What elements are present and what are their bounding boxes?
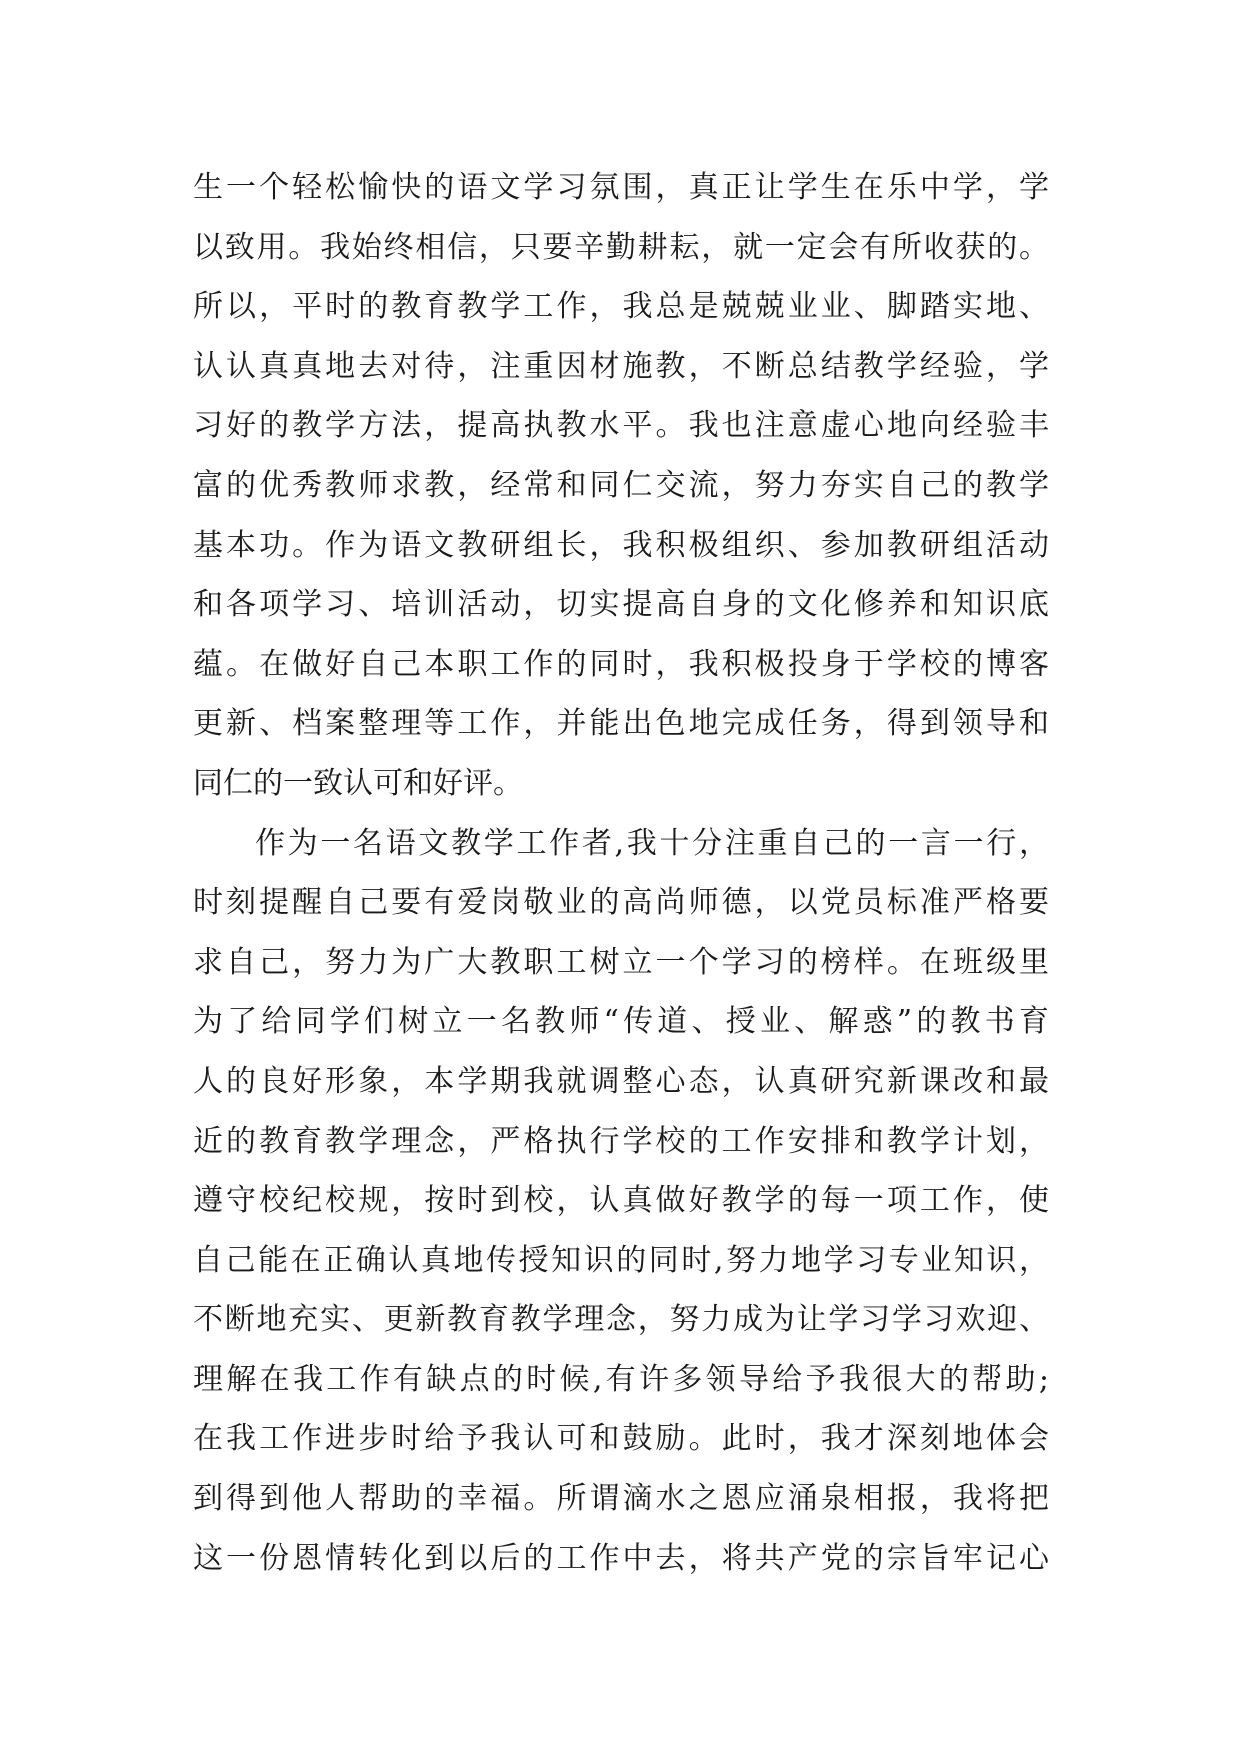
text-line: 蕴。在做好自己本职工作的同时，我积极投身于学校的博客	[193, 646, 1049, 682]
text-line: 生一个轻松愉快的语文学习氛围，真正让学生在乐中学，学	[193, 170, 1049, 205]
paragraph-2	[193, 814, 1049, 1589]
text-line: 不断地充实、更新教育教学理念，努力成为让学习学习欢迎、	[193, 1302, 1049, 1338]
text-line: 自己能在正确认真地传授知识的同时,努力地学习专业知识，	[193, 1242, 1049, 1278]
text-line: 到得到他人帮助的幸福。所谓滴水之恩应涌泉相报，我将把	[193, 1481, 1049, 1517]
text-line: 理解在我工作有缺点的时候,有许多领导给予我很大的帮助;	[193, 1361, 1049, 1397]
text-line: 认认真真地去对待，注重因材施教，不断总结教学经验，学	[193, 348, 1049, 384]
text-line: 求自己，努力为广大教职工树立一个学习的榜样。在班级里	[193, 944, 1049, 980]
text-line: 在我工作进步时给予我认可和鼓励。此时，我才深刻地体会	[193, 1421, 1049, 1457]
paragraph-1	[193, 158, 1049, 814]
text-line: 和各项学习、培训活动，切实提高自身的文化修养和知识底	[193, 587, 1049, 623]
text-line: 习好的教学方法，提高执教水平。我也注意虚心地向经验丰	[193, 408, 1049, 444]
text-line: 所以，平时的教育教学工作，我总是兢兢业业、脚踏实地、	[193, 289, 1049, 325]
text-line: 同仁的一致认可和好评。	[193, 765, 523, 801]
text-line: 为了给同学们树立一名教师“传道、授业、解惑”的教书育	[193, 1004, 1049, 1040]
text-line: 富的优秀教师求教，经常和同仁交流，努力夯实自己的教学	[193, 467, 1049, 503]
document-body	[193, 158, 1049, 1588]
text-line: 基本功。作为语文教研组长，我积极组织、参加教研组活动	[193, 527, 1049, 563]
text-line: 这一份恩情转化到以后的工作中去，将共产党的宗旨牢记心	[193, 1540, 1049, 1576]
text-line: 作为一名语文教学工作者,我十分注重自己的一言一行，	[255, 825, 1049, 861]
text-line: 人的良好形象，本学期我就调整心态，认真研究新课改和最	[193, 1063, 1049, 1099]
text-line: 更新、档案整理等工作，并能出色地完成任务，得到领导和	[193, 706, 1049, 742]
text-line: 近的教育教学理念，严格执行学校的工作安排和教学计划，	[193, 1123, 1049, 1159]
text-line: 以致用。我始终相信，只要辛勤耕耘，就一定会有所收获的。	[193, 229, 1049, 265]
text-line: 遵守校纪校规，按时到校，认真做好教学的每一项工作，使	[193, 1183, 1049, 1219]
text-line: 时刻提醒自己要有爱岗敬业的高尚师德，以党员标准严格要	[193, 885, 1049, 921]
